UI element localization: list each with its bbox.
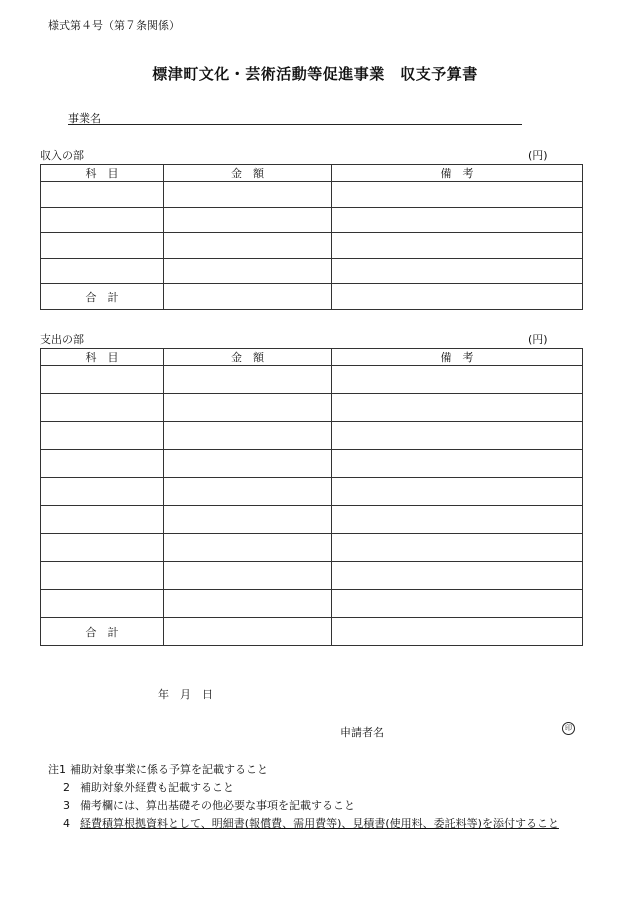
- income-amount-cell[interactable]: [164, 182, 332, 208]
- income-total-row: [41, 284, 583, 310]
- expense-row: [41, 422, 583, 450]
- expense-amount-cell[interactable]: [164, 478, 332, 506]
- expense-item-cell[interactable]: [41, 422, 164, 450]
- note-item: [48, 797, 559, 815]
- expense-remarks-cell[interactable]: [332, 478, 583, 506]
- expense-total-label: 合 計: [41, 618, 164, 646]
- expense-item-cell[interactable]: [41, 534, 164, 562]
- expense-amount-cell[interactable]: [164, 534, 332, 562]
- expense-remarks-cell[interactable]: [332, 506, 583, 534]
- income-header-item: 科 目: [41, 165, 164, 182]
- income-row: [41, 233, 583, 259]
- expense-item-cell[interactable]: [41, 506, 164, 534]
- income-row: [41, 208, 583, 233]
- form-number: 様式第４号（第７条関係）: [48, 19, 180, 32]
- note-number: 4: [63, 817, 70, 830]
- expense-item-cell[interactable]: [41, 562, 164, 590]
- date-field[interactable]: 年 月 日: [158, 688, 213, 701]
- expense-item-cell[interactable]: [41, 590, 164, 618]
- expense-amount-cell[interactable]: [164, 394, 332, 422]
- expense-section-label: 支出の部: [40, 333, 84, 346]
- expense-row: [41, 366, 583, 394]
- income-remarks-cell[interactable]: [332, 259, 583, 284]
- expense-item-cell[interactable]: [41, 366, 164, 394]
- note-text: 補助対象事業に係る予算を記載すること: [70, 763, 268, 776]
- applicant-name-label: 申請者名: [340, 726, 384, 739]
- expense-remarks-cell[interactable]: [332, 366, 583, 394]
- expense-row: [41, 534, 583, 562]
- expense-amount-cell[interactable]: [164, 590, 332, 618]
- expense-row: [41, 478, 583, 506]
- expense-item-cell[interactable]: [41, 450, 164, 478]
- expense-total-remarks-cell[interactable]: [332, 618, 583, 646]
- income-remarks-cell[interactable]: [332, 208, 583, 233]
- income-item-cell[interactable]: [41, 208, 164, 233]
- expense-remarks-cell[interactable]: [332, 450, 583, 478]
- expense-amount-cell[interactable]: [164, 506, 332, 534]
- income-section-label: 収入の部: [40, 149, 84, 162]
- seal-icon: 印: [562, 722, 575, 735]
- expense-row: [41, 590, 583, 618]
- note-text: 備考欄には、算出基礎その他必要な事項を記載すること: [80, 799, 355, 812]
- expense-remarks-cell[interactable]: [332, 590, 583, 618]
- income-total-label: 合 計: [41, 284, 164, 310]
- expense-remarks-cell[interactable]: [332, 534, 583, 562]
- income-total-amount-cell[interactable]: [164, 284, 332, 310]
- expense-remarks-cell[interactable]: [332, 422, 583, 450]
- income-row: [41, 259, 583, 284]
- income-item-cell[interactable]: [41, 233, 164, 259]
- note-text: 経費積算根拠資料として、明細書(報償費、需用費等)、見積書(使用料、委託料等)を添付すること: [80, 817, 559, 830]
- expense-row: [41, 562, 583, 590]
- expense-amount-cell[interactable]: [164, 450, 332, 478]
- income-row: [41, 182, 583, 208]
- expense-header-amount: 金 額: [164, 349, 332, 366]
- note-item: [48, 815, 559, 833]
- expense-header-row: [41, 349, 583, 366]
- income-amount-cell[interactable]: [164, 259, 332, 284]
- note-number: 3: [63, 799, 70, 812]
- expense-row: [41, 394, 583, 422]
- expense-item-cell[interactable]: [41, 394, 164, 422]
- expense-row: [41, 506, 583, 534]
- note-number: 2: [63, 781, 70, 794]
- income-amount-cell[interactable]: [164, 233, 332, 259]
- expense-remarks-cell[interactable]: [332, 394, 583, 422]
- income-remarks-cell[interactable]: [332, 182, 583, 208]
- project-name-field[interactable]: [68, 110, 522, 125]
- expense-unit-label: (円): [528, 333, 548, 346]
- income-header-amount: 金 額: [164, 165, 332, 182]
- expense-header-remarks: 備 考: [332, 349, 583, 366]
- income-table: [40, 164, 583, 310]
- expense-amount-cell[interactable]: [164, 366, 332, 394]
- expense-row: [41, 450, 583, 478]
- expense-amount-cell[interactable]: [164, 562, 332, 590]
- income-header-remarks: 備 考: [332, 165, 583, 182]
- expense-total-row: [41, 618, 583, 646]
- note-item: [48, 779, 559, 797]
- expense-header-item: 科 目: [41, 349, 164, 366]
- income-unit-label: (円): [528, 149, 548, 162]
- project-name-label: 事業名: [68, 112, 101, 125]
- note-text: 補助対象外経費も記載すること: [80, 781, 234, 794]
- expense-item-cell[interactable]: [41, 478, 164, 506]
- notes-list: [48, 761, 559, 833]
- income-amount-cell[interactable]: [164, 208, 332, 233]
- expense-table: [40, 348, 583, 646]
- expense-remarks-cell[interactable]: [332, 562, 583, 590]
- income-remarks-cell[interactable]: [332, 233, 583, 259]
- income-item-cell[interactable]: [41, 182, 164, 208]
- expense-amount-cell[interactable]: [164, 422, 332, 450]
- income-total-remarks-cell[interactable]: [332, 284, 583, 310]
- income-header-row: [41, 165, 583, 182]
- note-number: 注1: [48, 763, 66, 776]
- page-title: 標津町文化・芸術活動等促進事業 収支予算書: [152, 65, 478, 83]
- note-item: [48, 761, 559, 779]
- income-item-cell[interactable]: [41, 259, 164, 284]
- expense-total-amount-cell[interactable]: [164, 618, 332, 646]
